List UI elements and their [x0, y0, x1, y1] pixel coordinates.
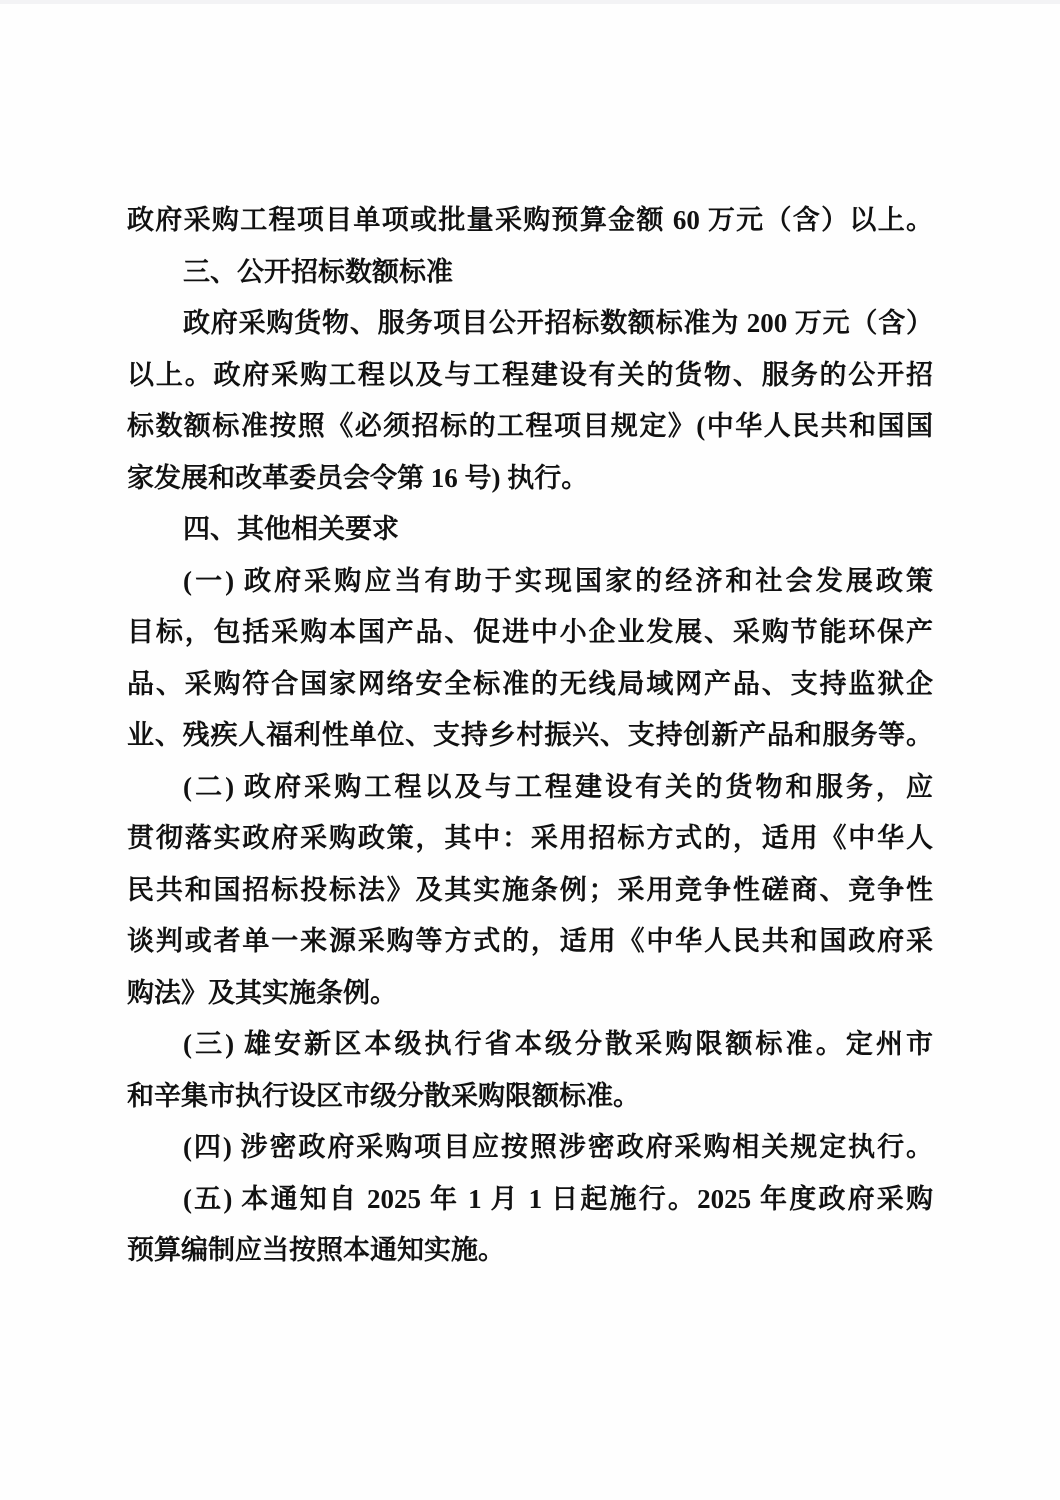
- text-line: 业、残疾人福利性单位、支持乡村振兴、支持创新产品和服务等。: [127, 720, 933, 750]
- text-line: 贯彻落实政府采购政策，其中：采用招标方式的，适用《中华人: [127, 823, 933, 853]
- text-line: 家发展和改革委员会令第 16 号) 执行。: [127, 462, 589, 493]
- text-line: 政府采购工程项目单项或批量采购预算金额 60 万元（含）以上。: [127, 205, 933, 235]
- text-line: 目标，包括采购本国产品、促进中小企业发展、采购节能环保产: [127, 617, 933, 647]
- section-heading: 四、其他相关要求: [183, 514, 399, 544]
- text-line: (一) 政府采购应当有助于实现国家的经济和社会发展政策: [183, 565, 933, 596]
- text-line: 民共和国招标投标法》及其实施条例；采用竞争性磋商、竞争性: [127, 874, 933, 905]
- text-line: 预算编制应当按照本通知实施。: [127, 1235, 505, 1265]
- text-line: 标数额标准按照《必须招标的工程项目规定》(中华人民共和国国: [127, 411, 933, 441]
- text-line: (二) 政府采购工程以及与工程建设有关的货物和服务，应: [183, 771, 933, 802]
- text-line: (五) 本通知自 2025 年 1 月 1 日起施行。2025 年度政府采购: [183, 1183, 933, 1214]
- top-edge-divider: [0, 0, 1060, 4]
- section-heading: 三、公开招标数额标准: [183, 256, 453, 287]
- text-line: 购法》及其实施条例。: [127, 977, 397, 1008]
- document-page: [127, 195, 933, 1277]
- text-line: 以上。政府采购工程以及与工程建设有关的货物、服务的公开招: [127, 359, 933, 390]
- text-line: (三) 雄安新区本级执行省本级分散采购限额标准。定州市: [183, 1029, 933, 1059]
- text-line: 政府采购货物、服务项目公开招标数额标准为 200 万元（含）: [183, 308, 933, 338]
- text-line: 品、采购符合国家网络安全标准的无线局域网产品、支持监狱企: [127, 668, 933, 699]
- text-line: 谈判或者单一来源采购等方式的，适用《中华人民共和国政府采: [127, 926, 933, 956]
- text-line: 和辛集市执行设区市级分散采购限额标准。: [127, 1080, 640, 1111]
- text-line: (四) 涉密政府采购项目应按照涉密政府采购相关规定执行。: [183, 1132, 933, 1162]
